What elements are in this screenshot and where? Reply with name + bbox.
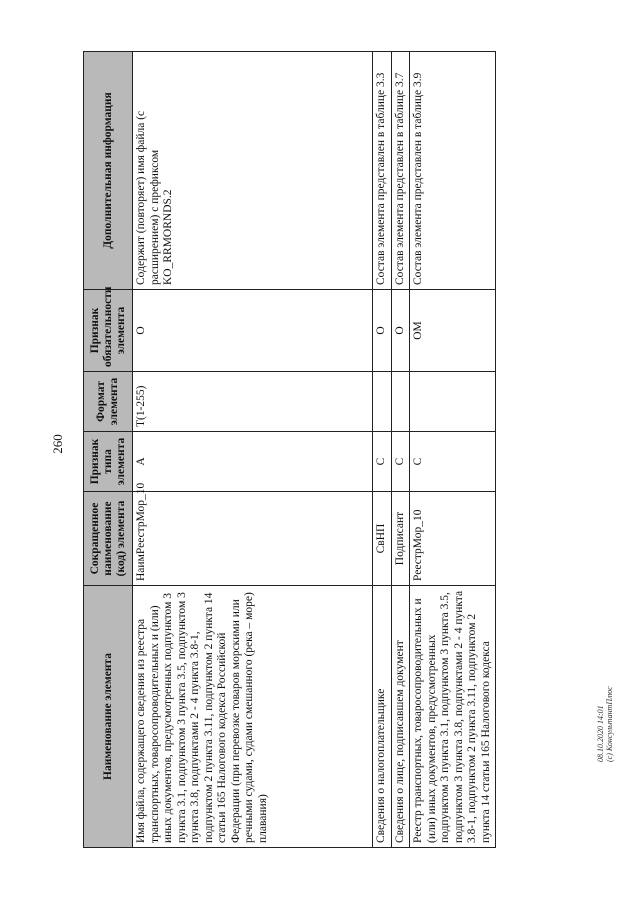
cell-required: ОМ [410, 290, 496, 372]
table-row [410, 52, 496, 848]
stamp-line-1: 08.10.2020 14:01 [596, 705, 605, 762]
header-element-name: Наименование элемента [84, 586, 133, 848]
footer-stamp [596, 686, 614, 762]
cell-code: НаимРеестрМор_10 [133, 492, 373, 586]
cell-name: Сведения о налогоплательщике [373, 586, 392, 848]
cell-format [373, 372, 392, 432]
cell-info: Состав элемента представлен в таблице 3.3 [373, 52, 392, 290]
cell-type: А [133, 432, 373, 492]
cell-format [410, 372, 496, 432]
cell-format: T(1-255) [133, 372, 373, 432]
table-row [373, 52, 392, 848]
cell-name: Сведения о лице, подписавшем документ [391, 586, 410, 848]
cell-code: РеестрМор_10 [410, 492, 496, 586]
cell-info: Состав элемента представлен в таблице 3.7 [391, 52, 410, 290]
header-additional-info: Дополнительная информация [84, 52, 133, 290]
cell-type: С [391, 432, 410, 492]
elements-table [83, 51, 496, 848]
table-row [133, 52, 373, 848]
cell-type: С [410, 432, 496, 492]
page-number: 260 [50, 434, 65, 454]
cell-code: СвНП [373, 492, 392, 586]
rotated-table-container [83, 52, 492, 848]
cell-info: Содержит (повторяет) имя файла (с расширением) с префиксом KO_RRMORNDS.2 [133, 52, 373, 290]
table-header-row [84, 52, 133, 848]
header-element-required: Признак обязательности элемента [84, 290, 133, 372]
header-element-code: Сокращенное наименование (код) элемента [84, 492, 133, 586]
cell-required: О [133, 290, 373, 372]
cell-required: О [373, 290, 392, 372]
cell-name: Реестр транспортных, товаросопроводительных и (или) иных документов, предусмотренных подпунктом 3 пункта 3.1, подпунктом 3 пункта 3.5, подпунктом 3 пункта 3.8, подпунктами 2 - 4 пункта 3.8-1, подпунктом 2 пункта 3.11, подпунктом 2 пункта 14 статьи 165 Налогового кодекса [410, 586, 496, 848]
header-element-format: Формат элемента [84, 372, 133, 432]
cell-required: О [391, 290, 410, 372]
cell-code: Подписант [391, 492, 410, 586]
table-row [391, 52, 410, 848]
header-element-type: Признак типа элемента [84, 432, 133, 492]
stamp-line-2: (c) КонсультантПлюс [605, 686, 614, 762]
cell-format [391, 372, 410, 432]
cell-name: Имя файла, содержащего сведения из реестра транспортных, товаросопроводительных и (или) иных документов, предусмотренных подпунктом 3 пункта 3.1, подпунктом 3 пункта 3.5, подпунктом 3 пункта 3.8, подпунктами 2 - 4 пункта 3.8-1, подпунктом 2 пункта 3.11, подпунктом 2 пункта 14 статьи 165 Налогового кодекса Российской Федерации (при перевозке товаров морскими или речными судами, судами смешанного (река – море) плавания) [133, 586, 373, 848]
cell-info: Состав элемента представлен в таблице 3.9 [410, 52, 496, 290]
cell-type: С [373, 432, 392, 492]
